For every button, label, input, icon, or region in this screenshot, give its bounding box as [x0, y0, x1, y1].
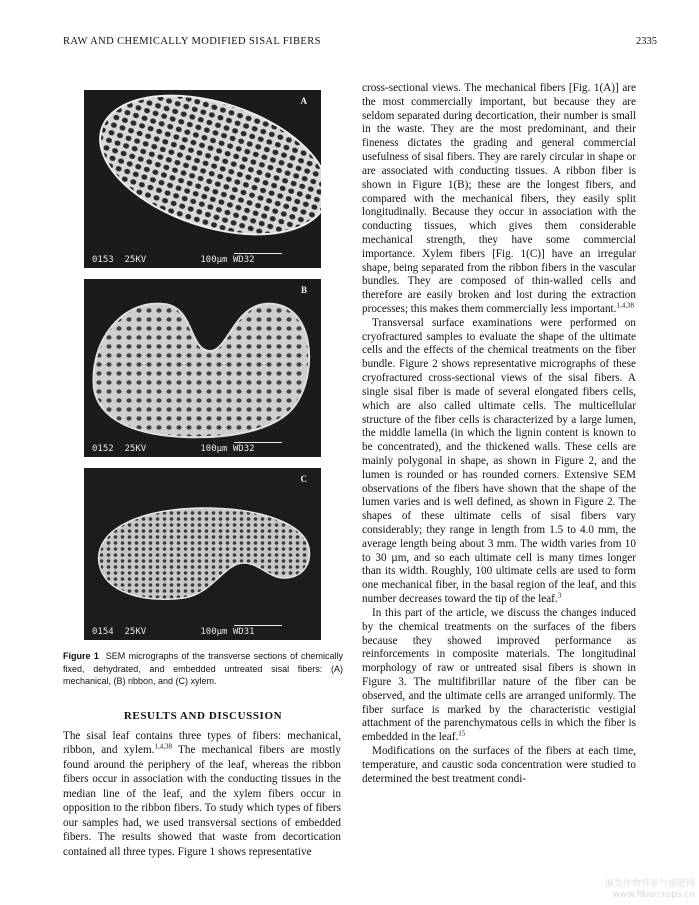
- section-heading: RESULTS AND DISCUSSION: [123, 710, 283, 722]
- micrograph-panel-b: [84, 279, 321, 457]
- text-run: Transversal surface examinations were performed on cryofractured samples to evaluate the shape of the ultimate cells and the effects of the chemical treatments on the fiber bundle. Figure 2 shows representative micrographs of these cryofractured cross-sectional views of the sisal fibers. A single sisal fiber is made of several elongated fibers cells, which are also called ultimate cells. The multicellular structure of the fiber cells is characterized by a large lumen, the middle lamella (in which the lignin content is known to be concentrated), and the thickened walls. These cells are mainly polygonal in shape, as shown in Figure 2, and the lumen is rounded or has rounded corners. Extensive SEM observations of the fibers have shown that the shape of the lumen varies and is well defined, as shown in Figure 2. The shapes of these ultimate cells of sisal fibers vary considerably; they range in length from 1.5 to 4.0 mm, the average length being about 3 mm. The width varies from 10 to 30 µm, and so each ultimate cell is many times longer than its width. Roughly, 100 ultimate cells are used to form one mechanical fiber, in the basal region of the leaf, and this number decreases toward the tip of the leaf.: [362, 316, 636, 606]
- citation: 1,4,38: [616, 301, 634, 310]
- watermark: [605, 879, 695, 901]
- right-column-text: [362, 82, 636, 786]
- text-run: cross-sectional views. The mechanical fibers [Fig. 1(A)] are the most commercially important, but because they are seldom separated during decortication, their number is small in the waste. They are the most predominant, and their fineness dictates the grading and general commercial usefulness of sisal fibers. They are rarely circular in shape or are associated with conducting tissues. A ribbon fiber is shown in Figure 1(B); these are the longest fibers, and compared with the mechanical fibers, they easily split longitudinally. Because they occur in association with the conducting tissues, which gives them considerable mechanical strength, they have some commercial importance. Xylem fibers [Fig. 1(C)] have an irregular shape, being separated from the ribbon fibers in the vascular bundles. They are composed of thin-walled cells and therefore are easily broken and lost during the extraction processes; this makes them commercially less important.: [362, 82, 636, 315]
- paragraph: [362, 607, 636, 745]
- panel-letter-c: C: [300, 474, 307, 484]
- panel-data-bar-a: 0153 25KV 100µm WD32: [92, 255, 255, 265]
- page-number: 2335: [636, 36, 657, 47]
- panel-data-bar-b: 0152 25KV 100µm WD32: [92, 444, 255, 454]
- micrograph-image-b: [84, 279, 321, 457]
- paragraph: Modifications on the surfaces of the fibers at each time, temperature, and caustic soda concentration were studied to determined the best treatment condi-: [362, 745, 636, 785]
- text-run: In this part of the article, we discuss the changes induced by the chemical treatments on the surfaces of the fibers because they showed improved performance as reinforcements in composite materials. The longitudinal morphology of raw or untreated sisal fibers is shown in Figure 3. The multifibrillar nature of the fiber can be observed, and the ultimate cells are arranged uniformly. The fiber surface is marked by the characteristic vestigial attachment of the parenchymatous cells in which the fiber is embedded in the leaf.: [362, 606, 636, 744]
- citation: 1,4,38: [154, 742, 172, 751]
- panel-letter-b: B: [300, 285, 307, 295]
- scale-bar-a: [234, 253, 282, 254]
- watermark-line: 麻类作物营养与施肥网: [604, 879, 695, 889]
- citation: 15: [458, 729, 466, 738]
- text-run: The sisal leaf contains three types of fibers: mechanical, ribbon, and xylem.: [63, 730, 341, 757]
- micrograph-image-a: [84, 90, 321, 268]
- figure-caption: [63, 650, 343, 688]
- running-head: RAW AND CHEMICALLY MODIFIED SISAL FIBERS: [63, 36, 321, 47]
- figure-label: Figure 1: [63, 651, 99, 661]
- watermark-url: www.fibercrops.cn: [612, 890, 695, 900]
- micrograph-image-c: [84, 468, 321, 640]
- paragraph: [362, 317, 636, 607]
- panel-letter-a: A: [300, 96, 307, 106]
- micrograph-panel-c: [84, 468, 321, 640]
- scale-bar-c: [234, 625, 282, 626]
- micrograph-panel-a: [84, 90, 321, 268]
- scale-bar-b: [234, 442, 282, 443]
- left-column-text: [63, 729, 341, 859]
- paragraph: [362, 82, 636, 317]
- text-run: The mechanical fibers are mostly found around the periphery of the leaf, whereas the ribbon fibers occur in association with the conducting tissues in the median line of the leaf, and the xylem fibers occur in opposition to the ribbon fibers. To study which types of fibers our samples had, we used transversal sections of embedded fibers. The results showed that waste from decortication contained all three types. Figure 1 shows representative: [63, 744, 341, 858]
- figure-caption-text: SEM micrographs of the transverse sections of chemically fixed, dehydrated, and embedded untreated sisal fibers: (A) mechanical, (B) ribbon, and (C) xylem.: [63, 651, 343, 686]
- panel-data-bar-c: 0154 25KV 100µm WD31: [92, 627, 255, 637]
- paragraph: [63, 729, 341, 859]
- citation: 3: [557, 591, 562, 600]
